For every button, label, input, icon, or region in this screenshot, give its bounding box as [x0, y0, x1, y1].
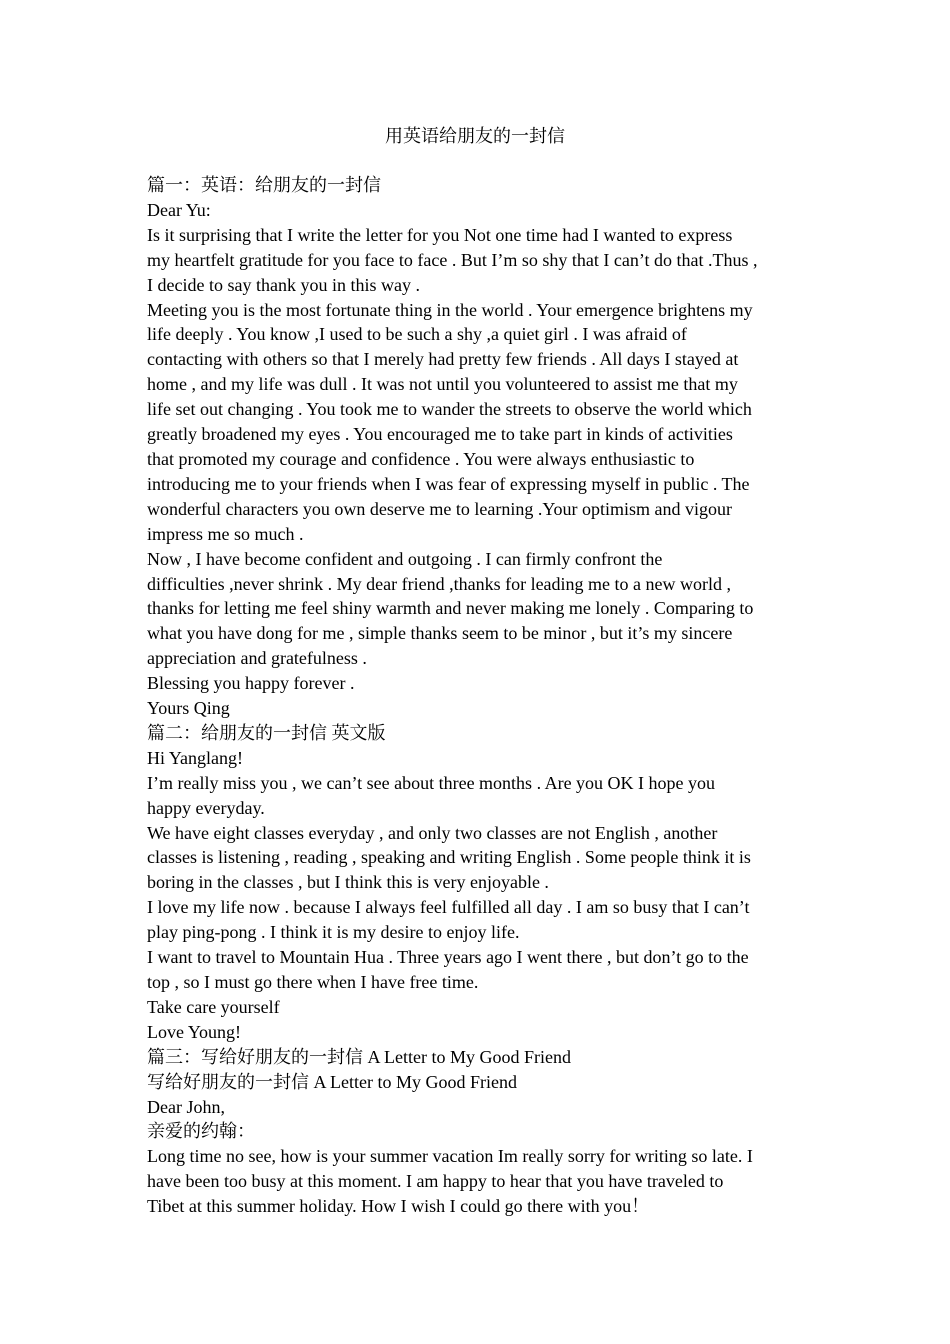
text-line: Love Young!: [147, 1021, 242, 1042]
text-line: Now , I have become confident and outgoing . I can firmly confront the: [147, 548, 663, 569]
text-line: 写给好朋友的一封信 A Letter to My Good Friend: [147, 1071, 517, 1092]
text-line: Dear Yu:: [147, 199, 211, 220]
text-line: greatly broadened my eyes . You encouraged me to take part in kinds of activities: [147, 424, 733, 445]
text-line: Long time no see, how is your summer vacation Im really sorry for writing so late. I: [147, 1146, 753, 1167]
text-line: classes is listening , reading , speaking and writing English . Some people think it is: [147, 847, 751, 868]
text-line: difficulties ,never shrink . My dear friend ,thanks for leading me to a new world ,: [147, 573, 732, 594]
text-line: have been too busy at this moment. I am happy to hear that you have traveled to: [147, 1171, 724, 1192]
text-line: my heartfelt gratitude for you face to face . But I’m so shy that I can’t do that .Thus ,: [147, 249, 758, 270]
text-line: happy everyday.: [147, 797, 265, 818]
text-line: Yours Qing: [147, 698, 230, 719]
text-line: appreciation and gratefulness .: [147, 648, 367, 669]
document-title: 用英语给朋友的一封信: [385, 126, 565, 146]
text-line: impress me so much .: [147, 523, 304, 544]
text-line: what you have dong for me , simple thanks seem to be minor , but it’s my sincere: [147, 623, 733, 644]
text-line: life set out changing . You took me to wander the streets to observe the world which: [147, 399, 752, 420]
text-line: boring in the classes , but I think this is very enjoyable .: [147, 872, 549, 893]
text-line: I decide to say thank you in this way .: [147, 274, 420, 295]
text-line: I love my life now . because I always feel fulfilled all day . I am so busy that I can’t: [147, 897, 750, 918]
text-line: 篇二：给朋友的一封信 英文版: [147, 722, 386, 743]
text-line: play ping-pong . I think it is my desire to enjoy life.: [147, 922, 520, 943]
text-line: Dear John,: [147, 1096, 225, 1117]
text-line: Meeting you is the most fortunate thing in the world . Your emergence brightens my: [147, 299, 753, 320]
text-line: I’m really miss you , we can’t see about three months . Are you OK I hope you: [147, 772, 716, 793]
text-line: Tibet at this summer holiday. How I wish I could go there with you！: [147, 1196, 650, 1217]
text-line: top , so I must go there when I have free time.: [147, 972, 479, 992]
text-line: 篇三：写给好朋友的一封信 A Letter to My Good Friend: [147, 1046, 571, 1067]
text-line: We have eight classes everyday , and only two classes are not English , another: [147, 822, 718, 843]
document-body: [147, 173, 807, 1219]
text-line: thanks for letting me feel shiny warmth and never making me lonely . Comparing to: [147, 598, 754, 619]
text-line: 亲爱的约翰：: [147, 1121, 255, 1142]
text-line: Blessing you happy forever .: [147, 673, 355, 694]
text-line: introducing me to your friends when I was fear of expressing myself in public . The: [147, 473, 750, 494]
text-line: that promoted my courage and confidence . You were always enthusiastic to: [147, 448, 695, 469]
text-line: wonderful characters you own deserve me to learning .Your optimism and vigour: [147, 498, 733, 519]
text-line: 篇一：英语：给朋友的一封信: [147, 175, 381, 195]
text-line: Is it surprising that I write the letter for you Not one time had I wanted to express: [147, 224, 733, 245]
text-line: contacting with others so that I merely had pretty few friends . All days I stayed at: [147, 349, 739, 370]
text-line: Hi Yanglang!: [147, 747, 244, 768]
text-line: Take care yourself: [147, 996, 280, 1017]
text-line: I want to travel to Mountain Hua . Three years ago I went there , but don’t go to the: [147, 947, 749, 968]
text-line: home , and my life was dull . It was not until you volunteered to assist me that my: [147, 374, 738, 395]
text-line: life deeply . You know ,I used to be such a shy ,a quiet girl . I was afraid of: [147, 324, 687, 345]
